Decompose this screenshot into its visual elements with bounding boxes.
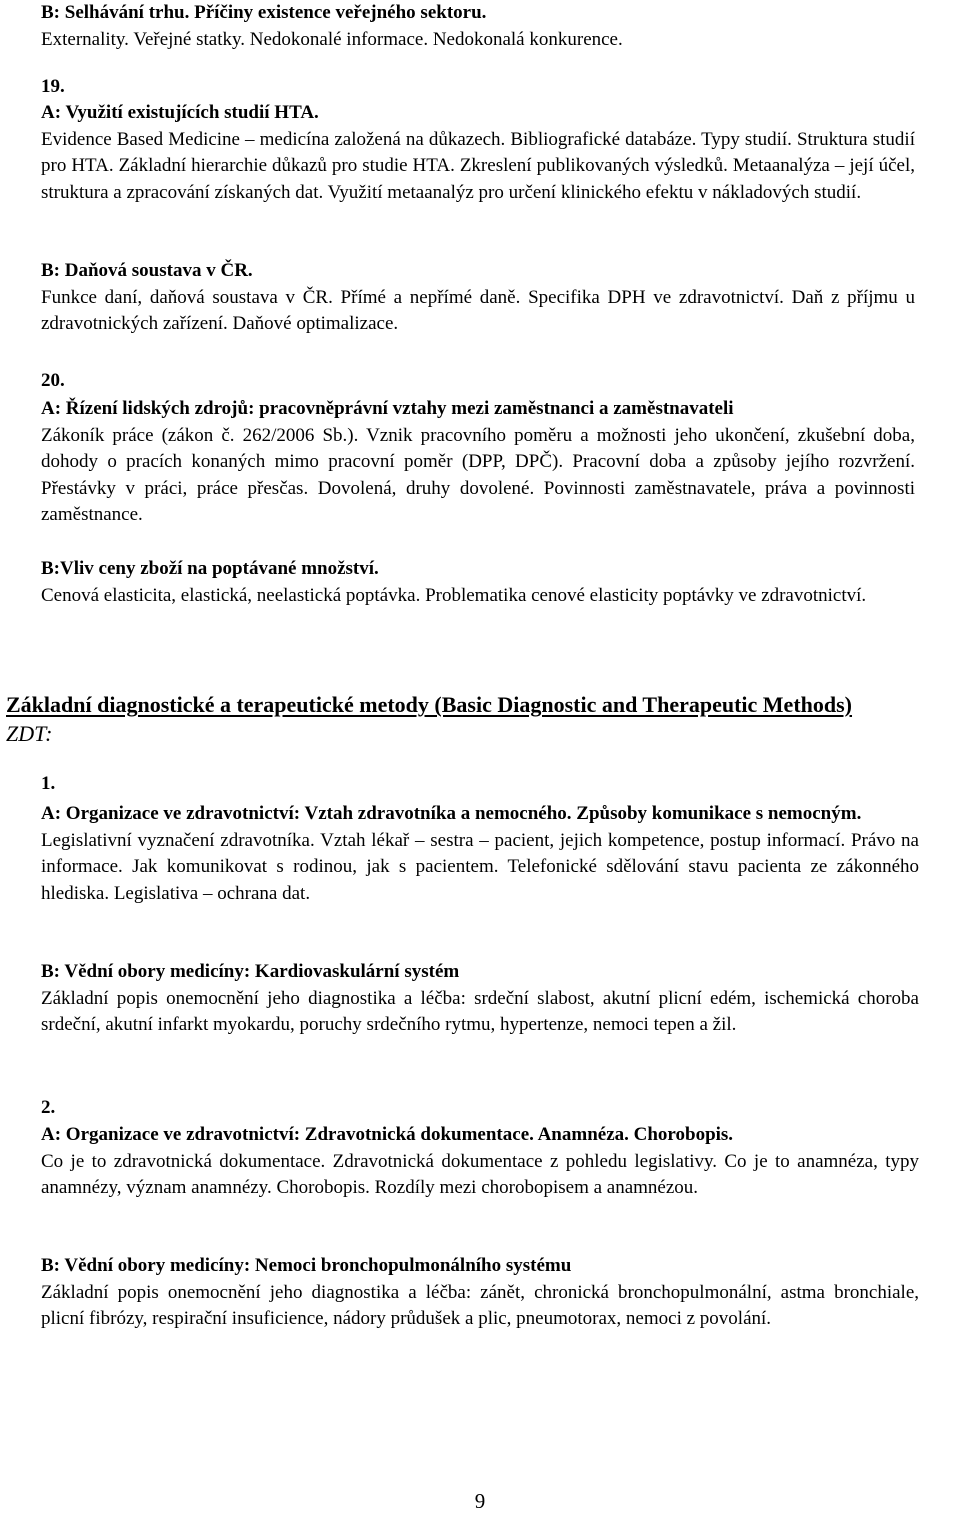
topic-block-a-communication [41, 801, 919, 907]
topic-heading: B:Vliv ceny zboží na poptávané množství. [41, 558, 379, 579]
topic-block-a-hta-studies [41, 100, 915, 206]
topic-number-2: 2. [41, 1097, 56, 1118]
topic-heading: B: Vědní obory medicíny: Nemoci bronchopulmonálního systému [41, 1255, 572, 1276]
topic-heading: A: Organizace ve zdravotnictví: Zdravotnická dokumentace. Anamnéza. Chorobopis. [41, 1124, 734, 1145]
topic-block-b-tax-system [41, 258, 915, 338]
topic-heading: A: Organizace ve zdravotnictví: Vztah zdravotníka a nemocného. Způsoby komunikace s nemocným. [41, 803, 862, 824]
topic-heading: B: Selhávání trhu. Příčiny existence veřejného sektoru. [41, 2, 487, 23]
topic-text: Základní popis onemocnění jeho diagnostika a léčba: zánět, chronická bronchopulmonální, astma bronchiale, plicní fibrózy, respirační insuficience, nádory průdušek a plic, pneumotorax, nemoci z povolání. [41, 1281, 919, 1329]
topic-text: Co je to zdravotnická dokumentace. Zdravotnická dokumentace z pohledu legislativy. Co je to anamnéza, typy anamnézy, význam anamnézy. Chorobopis. Rozdíly mezi chorobopisem a anamnézou. [41, 1150, 919, 1198]
section-title [6, 690, 856, 748]
topic-block-b-price-elasticity [41, 556, 915, 609]
topic-text: Cenová elasticita, elastická, neelastická poptávka. Problematika cenové elasticity poptávky ve zdravotnictví. [41, 584, 867, 606]
topic-block-b-bronchopulmonary [41, 1253, 919, 1333]
topic-heading: A: Využití existujících studií HTA. [41, 102, 319, 123]
topic-text: Základní popis onemocnění jeho diagnostika a léčba: srdeční slabost, akutní plicní edém, ischemická choroba srdeční, akutní infarkt myokardu, poruchy srdečního rytmu, hypertenze, nemoci tepen a žil. [41, 987, 919, 1035]
topic-block-a-documentation [41, 1122, 919, 1202]
topic-text: Zákoník práce (zákon č. 262/2006 Sb.). Vznik pracovního poměru a možnosti jeho ukončení, zkušební doba, dohody o pracích konaných mimo pracovní poměr (DPP, DPČ). Pracovní doba a způsoby jejího rozvržení. Přestávky v práci, práce přesčas. Dovolená, druhy dovolené. Povinnosti zaměstnavatele, práva a povinnosti zaměstnance. [41, 424, 915, 525]
section-title-suffix: ZDT: [6, 721, 53, 746]
topic-block-a-human-resources [41, 396, 915, 529]
topic-heading: A: Řízení lidských zdrojů: pracovněprávní vztahy mezi zaměstnanci a zaměstnavateli [41, 398, 734, 419]
topic-text: Funkce daní, daňová soustava v ČR. Přímé a nepřímé daně. Specifika DPH ve zdravotnictví. Daň z příjmu u zdravotnických zařízení. Daňové optimalizace. [41, 286, 915, 334]
topic-text: Legislativní vyznačení zdravotníka. Vztah lékař – sestra – pacient, jejich kompetence, postup informací. Právo na informace. Jak komunikovat s rodinou, jak s pacientem. Telefonické sdělování stavu pacienta ze zákonného hlediska. Legislativa – ochrana dat. [41, 829, 919, 904]
topic-text: Externality. Veřejné statky. Nedokonalé informace. Nedokonalá konkurence. [41, 28, 623, 50]
topic-number-20: 20. [41, 370, 65, 391]
topic-block-b-cardiovascular [41, 959, 919, 1039]
topic-number-1: 1. [41, 773, 56, 794]
page-number: 9 [474, 1489, 486, 1513]
topic-text: Evidence Based Medicine – medicína založená na důkazech. Bibliografické databáze. Typy studií. Struktura studií pro HTA. Základní hierarchie důkazů pro studie HTA. Zkreslení publikovaných výsledků. Metaanalýza – její účel, struktura a zpracování získaných dat. Využití metaanalýz pro určení klinického efektu v nákladových studií. [41, 128, 915, 203]
topic-block-b-market-failure [41, 0, 915, 53]
topic-heading: B: Daňová soustava v ČR. [41, 260, 253, 281]
topic-number-19: 19. [41, 76, 65, 97]
section-title-underlined: Základní diagnostické a terapeutické metody (Basic Diagnostic and Therapeutic Methods) [6, 692, 853, 717]
topic-heading: B: Vědní obory medicíny: Kardiovaskulární systém [41, 961, 460, 982]
